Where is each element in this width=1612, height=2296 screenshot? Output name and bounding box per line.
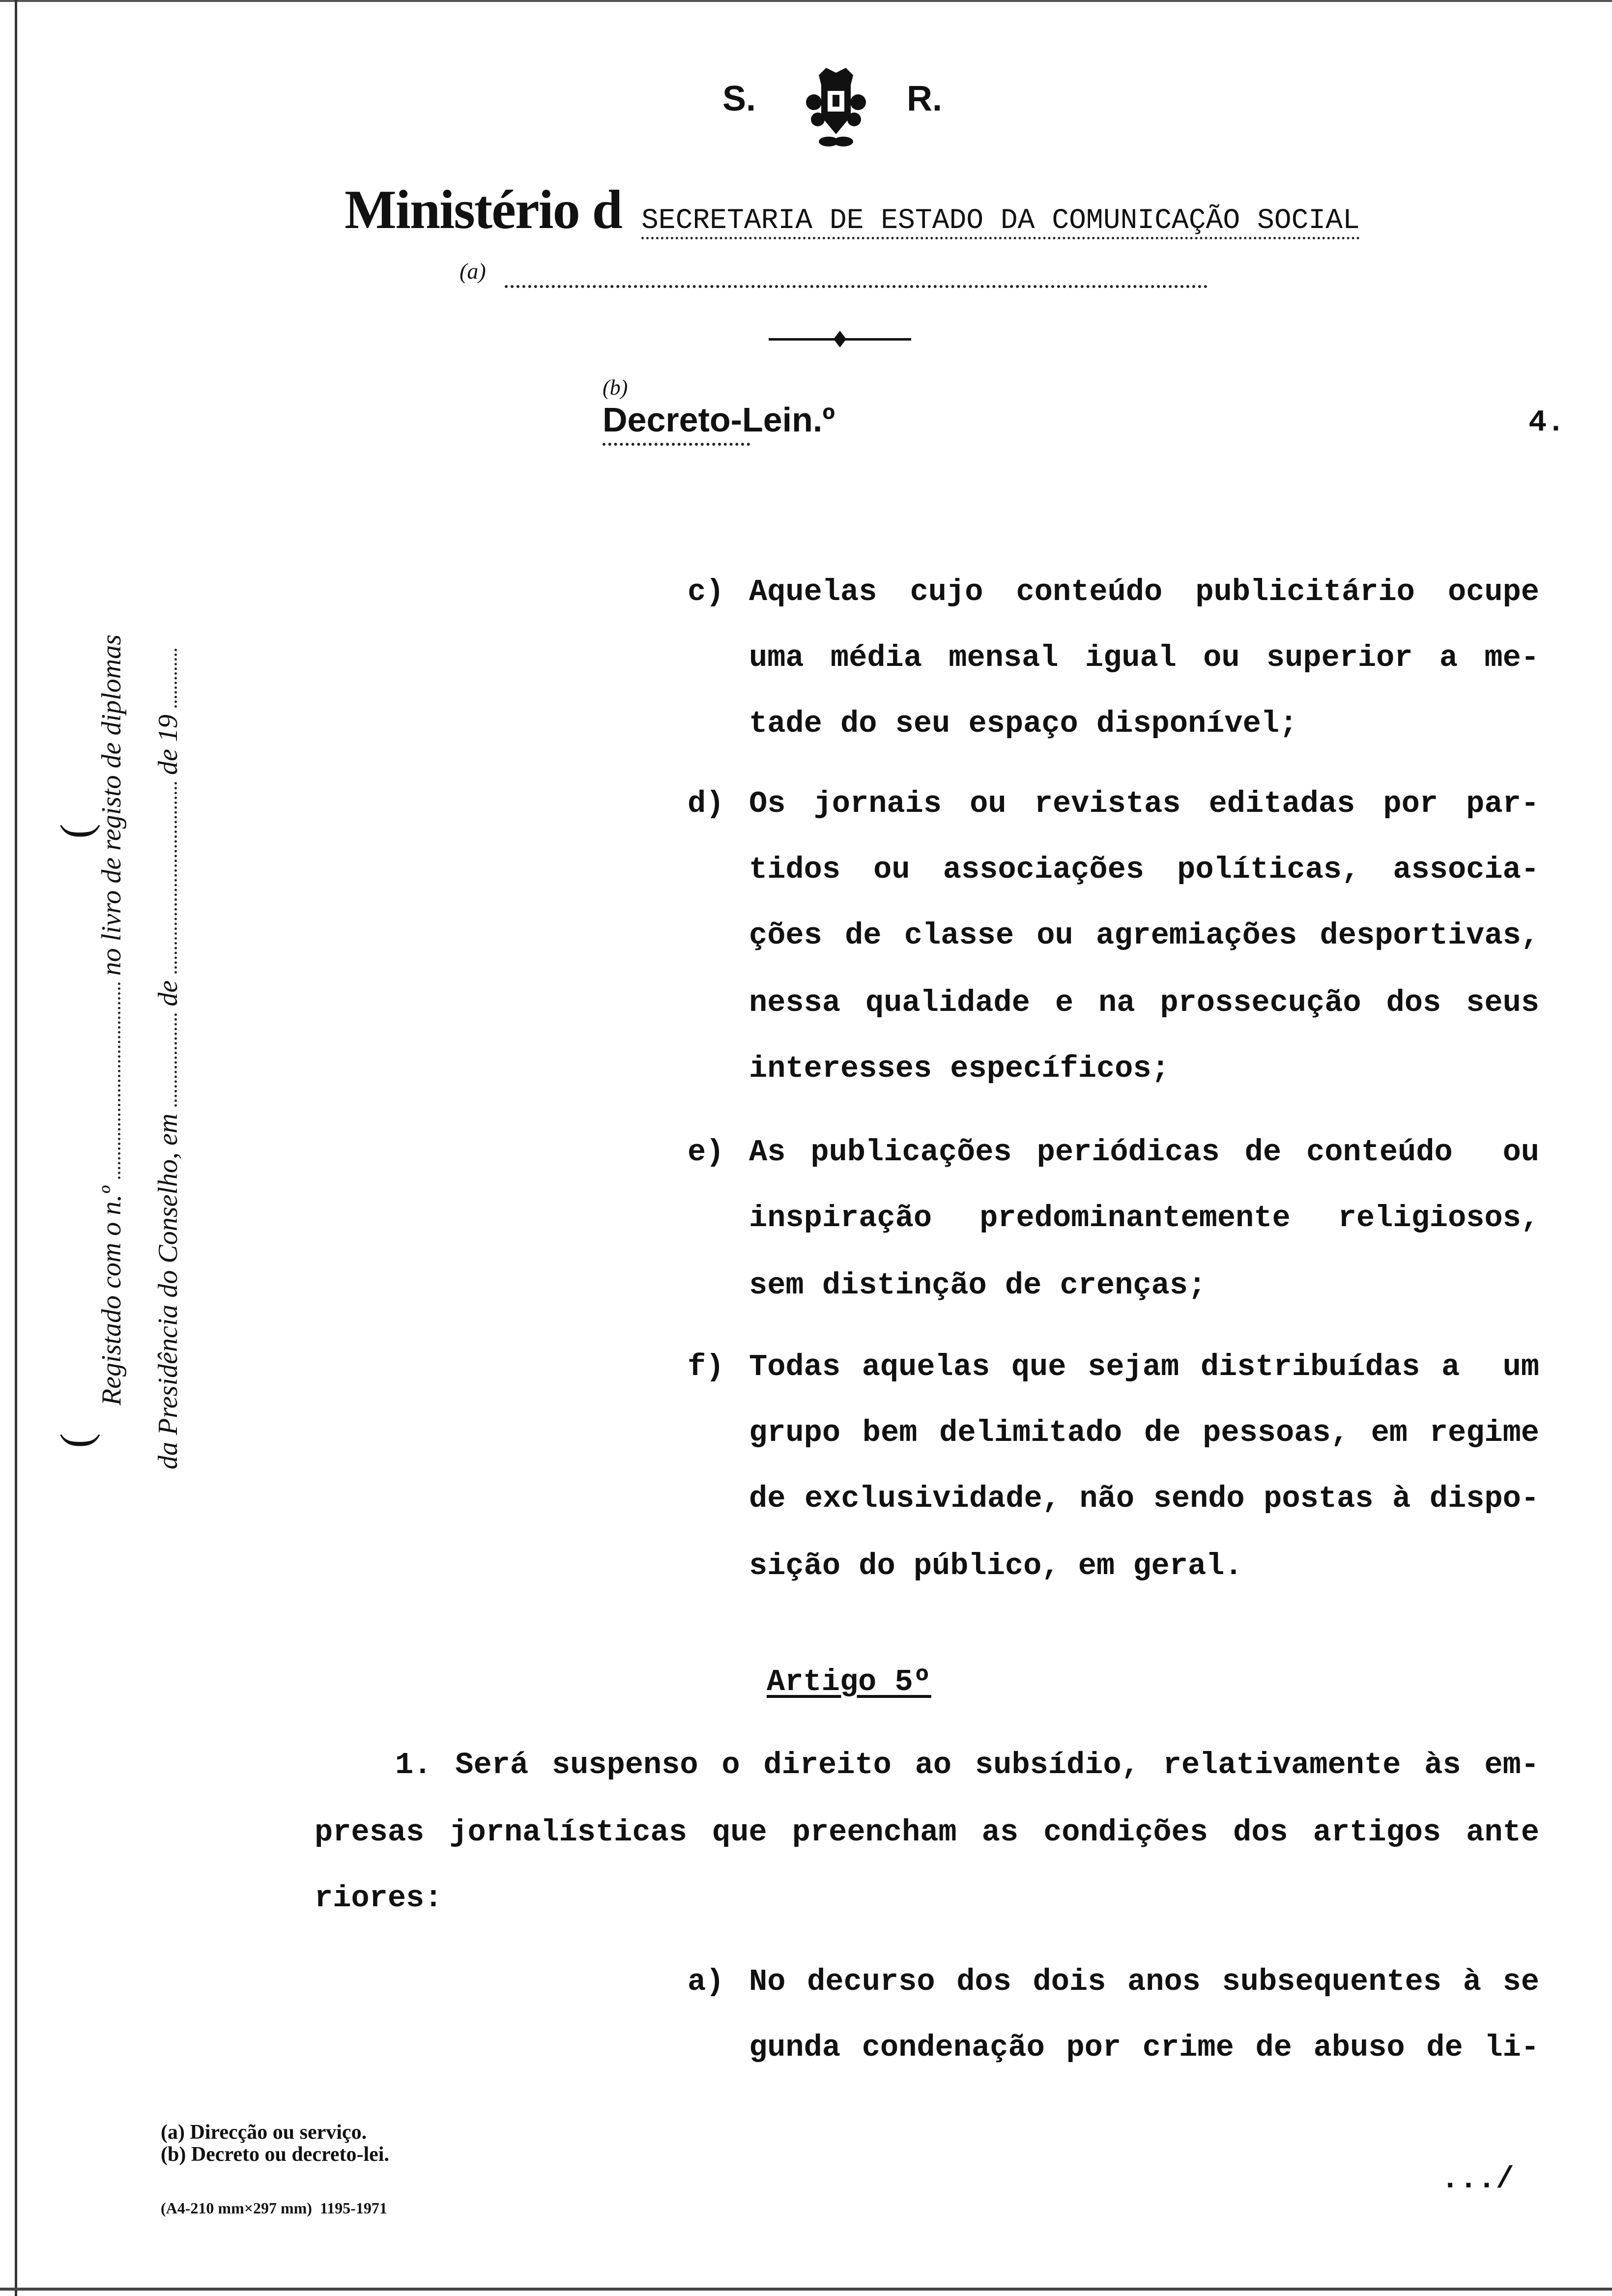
paragraph-line: 1. Será suspenso o direito ao subsídio, relativamente às em-: [395, 1748, 1539, 1782]
bracket-mark: (: [52, 824, 101, 839]
footnote-b: (b) Decreto ou decreto-lei.: [161, 2143, 389, 2166]
field-a-line: [505, 285, 1208, 288]
item-line: grupo bem delimitado de pessoas, em regime: [749, 1415, 1539, 1450]
item-line: ções de classe ou agremiações desportivas,: [749, 918, 1539, 953]
item-line: nessa qualidade e na prossecução dos seus: [749, 985, 1539, 1020]
item-label: e): [688, 1135, 724, 1170]
item-line: Todas aquelas que sejam distribuídas a um: [749, 1349, 1539, 1384]
item-line: gunda condenação por crime de abuso de li-: [749, 2030, 1539, 2065]
decree-label: Decreto-Lei: [603, 401, 792, 439]
item-line: Os jornais ou revistas editadas por par-: [749, 786, 1539, 821]
council-date-line: [152, 649, 184, 1469]
decree-number-label: n.º: [792, 401, 835, 439]
ministry-line: [337, 170, 1360, 251]
decree-number-line: [603, 443, 750, 446]
item-line: de exclusividade, não sendo postas à dispo-: [749, 1481, 1539, 1516]
bottom-edge: [0, 2288, 1612, 2291]
coat-of-arms-icon: [796, 57, 868, 160]
council-label: da Presidência do Conselho, em: [153, 1106, 183, 1469]
binding-edge: [0, 0, 17, 2296]
date-year-field: [174, 649, 177, 708]
paragraph-line: presas jornalísticas que preencham as condições dos artigos ante: [315, 1815, 1539, 1850]
registry-book-label: no livro de registo de diplomas: [96, 634, 127, 983]
date-day-field: [174, 1013, 177, 1107]
date-of-label: de: [153, 973, 183, 1013]
registration-label: Registado com o n.º: [96, 1179, 127, 1406]
item-label: d): [688, 786, 724, 821]
continuation-mark: .../: [1441, 2162, 1514, 2197]
item-label: a): [688, 1964, 724, 1999]
item-label: c): [688, 574, 724, 609]
field-a-label: (a): [460, 258, 486, 284]
top-edge: [0, 0, 1612, 2]
article-title: Artigo 5º: [767, 1665, 931, 1699]
registration-number-field: [118, 982, 120, 1179]
form-reference: (A4-210 mm×297 mm) 1195-1971: [161, 2199, 387, 2217]
item-line: sição do público, em geral.: [749, 1549, 1243, 1583]
item-line: No decurso dos dois anos subsequentes à se: [749, 1964, 1539, 1999]
header-r: R.: [907, 79, 942, 118]
separator-diamond-icon: [761, 322, 911, 359]
field-b-label: (b): [603, 375, 628, 400]
item-line: interesses específicos;: [749, 1051, 1170, 1086]
ministry-printed-label: Ministério d: [345, 179, 622, 240]
registration-line: [96, 634, 127, 1406]
item-line: As publicações periódicas de conteúdo ou: [749, 1135, 1539, 1170]
item-line: tade do seu espaço disponível;: [749, 706, 1298, 741]
item-line: sem distinção de crenças;: [749, 1268, 1207, 1303]
footnote-a: (a) Direcção ou serviço.: [161, 2121, 367, 2144]
item-line: inspiração predominantemente religiosos,: [749, 1201, 1539, 1235]
page-number: 4.: [1528, 405, 1565, 440]
item-line: uma média mensal igual ou superior a me-: [749, 640, 1539, 675]
paragraph-line: riores:: [315, 1881, 443, 1916]
item-line: Aquelas cujo conteúdo publicitário ocupe: [749, 574, 1539, 609]
decree-line: [595, 366, 835, 457]
header-s: S.: [722, 79, 756, 118]
ministry-typed-name: SECRETARIA DE ESTADO DA COMUNICAÇÃO SOCIAL: [641, 205, 1360, 239]
item-label: f): [688, 1349, 724, 1384]
date-year-label: de 19: [153, 708, 183, 782]
bracket-mark: (: [52, 1433, 101, 1448]
item-line: tidos ou associações políticas, associa-: [749, 852, 1539, 887]
date-month-field: [174, 782, 177, 974]
